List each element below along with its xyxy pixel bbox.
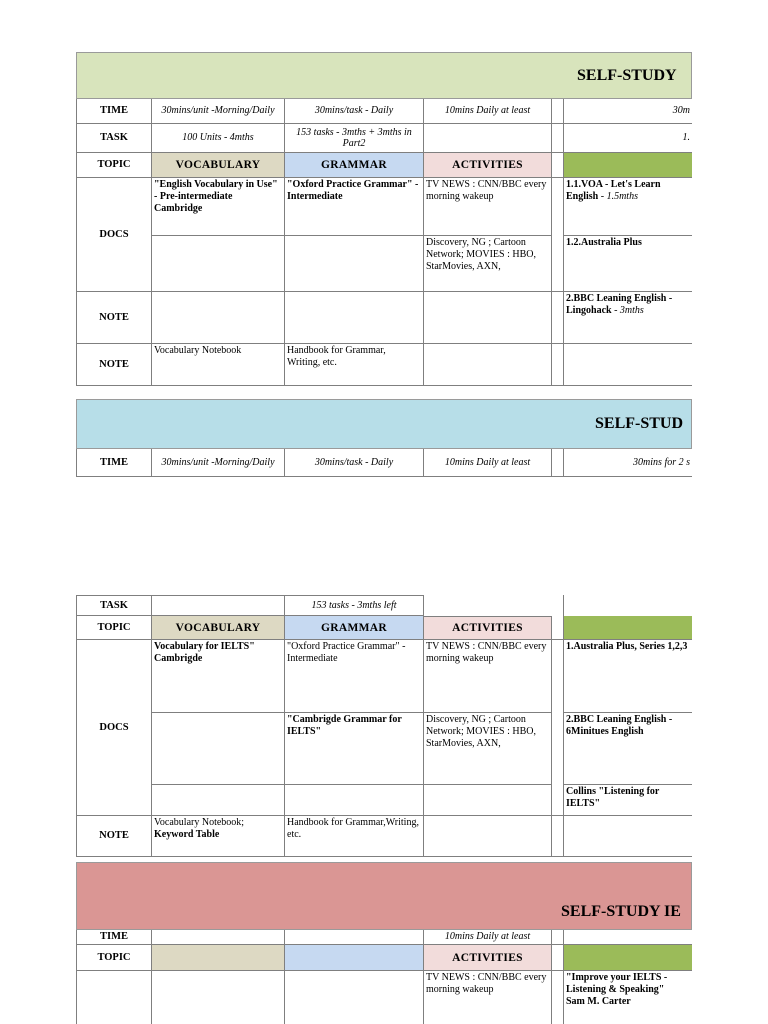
- s2-note-activities: [424, 816, 552, 857]
- docs-listening-1: [564, 178, 692, 236]
- topic-activities: ACTIVITIES: [424, 153, 552, 178]
- section-2-table: [76, 595, 692, 857]
- spacer-cell: [552, 930, 564, 945]
- s3-time-activities: 10mins Daily at least: [424, 930, 552, 945]
- section-1-table: [76, 52, 692, 386]
- s3-topic-vocabulary: [152, 945, 285, 971]
- s3-topic-grammar: [285, 945, 424, 971]
- s2-note-vocabulary-1: Vocabulary Notebook;: [154, 817, 245, 828]
- s2-time-listening: 30mins for 2 s: [564, 449, 692, 477]
- section-2-title-bar: [76, 399, 692, 449]
- note-2-grammar: Handbook for Grammar, Writing, etc.: [285, 344, 424, 386]
- s3-docs-listening-1-author: Sam M. Carter: [566, 996, 631, 1007]
- time-grammar: 30mins/task - Daily: [285, 99, 424, 124]
- s2-time-activities: 10mins Daily at least: [424, 449, 552, 477]
- s2-note-grammar: Handbook for Grammar,Writing, etc.: [285, 816, 424, 857]
- docs-listening-2: 1.2.Australia Plus: [564, 236, 692, 292]
- s2-docs-vocabulary-3: [152, 785, 285, 816]
- s2-topic-listening: [564, 616, 692, 640]
- s2-docs-listening-3: Collins "Listening for IELTS": [564, 785, 692, 816]
- note-grammar: [285, 292, 424, 344]
- s2-time-label: TIME: [76, 449, 152, 477]
- s2-note-vocabulary: [152, 816, 285, 857]
- note-vocabulary: [152, 292, 285, 344]
- s2-docs-activities-1: TV NEWS : CNN/BBC every morning wakeup: [424, 640, 552, 713]
- s3-topic-activities: ACTIVITIES: [424, 945, 552, 971]
- docs-activities-2: Discovery, NG ; Cartoon Network; MOVIES : HBO, StarMovies, AXN,: [424, 236, 552, 292]
- docs-listening-1-duration: - 1.5mths: [598, 191, 638, 202]
- spacer-cell: [552, 292, 564, 344]
- s2-time-vocabulary: 30mins/unit -Morning/Daily: [152, 449, 285, 477]
- time-listening: 30m: [564, 99, 692, 124]
- s3-time-grammar: [285, 930, 424, 945]
- topic-label: TOPIC: [76, 153, 152, 178]
- note-listening-title: 2.BBC Leaning English - Lingohack: [566, 293, 673, 316]
- note-2-listening: [564, 344, 692, 386]
- s3-docs-activities-1: TV NEWS : CNN/BBC every morning wakeup: [424, 971, 552, 1024]
- docs-label: DOCS: [76, 178, 152, 292]
- s2-docs-activities-3: [424, 785, 552, 816]
- task-listening: 1.: [564, 124, 692, 153]
- s2-topic-grammar: GRAMMAR: [285, 616, 424, 640]
- s2-docs-grammar-1: "Oxford Practice Grammar" - Intermediate: [285, 640, 424, 713]
- s2-docs-listening-2: 2.BBC Leaning English - 6Minitues English: [564, 713, 692, 785]
- s3-docs-vocabulary: [152, 971, 285, 1024]
- note-2-activities: [424, 344, 552, 386]
- spacer-cell: [552, 945, 564, 971]
- section-1-title-bar: [76, 52, 692, 99]
- section-1-title: SELF-STUDY: [577, 67, 677, 84]
- note-listening-duration: - 3mths: [611, 305, 644, 316]
- s3-topic-listening: [564, 945, 692, 971]
- section-3-title: SELF-STUDY IE: [561, 903, 681, 920]
- s2-note-vocabulary-2: Keyword Table: [154, 829, 220, 840]
- note-2-vocabulary: Vocabulary Notebook: [152, 344, 285, 386]
- s2-task-vocabulary: [152, 595, 285, 616]
- s2-topic-label: TOPIC: [76, 616, 152, 640]
- spacer-cell: [552, 971, 564, 1024]
- s3-docs-listening-1: [564, 971, 692, 1024]
- spacer-cell: [552, 153, 564, 178]
- docs-vocabulary-2: [152, 236, 285, 292]
- spacer-cell: [552, 640, 564, 816]
- time-label: TIME: [76, 99, 152, 124]
- docs-vocabulary: "English Vocabulary in Use" - Pre-intermediate Cambridge: [152, 178, 285, 236]
- note-listening: [564, 292, 692, 344]
- s2-note-listening: [564, 816, 692, 857]
- time-vocabulary: 30mins/unit -Morning/Daily: [152, 99, 285, 124]
- s2-task-grammar: 153 tasks - 3mths left: [285, 595, 424, 616]
- section-2-header: [76, 399, 692, 477]
- section-2-title: SELF-STUD: [595, 415, 684, 432]
- s2-note-label: NOTE: [76, 816, 152, 857]
- topic-listening: [564, 153, 692, 178]
- spacer-cell: [552, 178, 564, 292]
- task-grammar: 153 tasks - 3mths + 3mths in Part2: [285, 124, 424, 153]
- section-3-table: [76, 862, 692, 1024]
- s3-time-listening: [564, 930, 692, 945]
- note-2-label: NOTE: [76, 344, 152, 386]
- time-activities: 10mins Daily at least: [424, 99, 552, 124]
- spacer-cell: [424, 595, 564, 616]
- topic-vocabulary: VOCABULARY: [152, 153, 285, 178]
- s3-docs-label: [76, 971, 152, 1024]
- s2-docs-listening-1: 1.Australia Plus, Series 1,2,3: [564, 640, 692, 713]
- spacer-cell: [552, 449, 564, 477]
- task-activities: [424, 124, 552, 153]
- task-vocabulary: 100 Units - 4mths: [152, 124, 285, 153]
- note-label: NOTE: [76, 292, 152, 344]
- s2-docs-label: DOCS: [76, 640, 152, 816]
- docs-grammar: "Oxford Practice Grammar" - Intermediate: [285, 178, 424, 236]
- topic-grammar: GRAMMAR: [285, 153, 424, 178]
- note-activities: [424, 292, 552, 344]
- s2-time-grammar: 30mins/task - Daily: [285, 449, 424, 477]
- s2-topic-activities: ACTIVITIES: [424, 616, 552, 640]
- s3-time-vocabulary: [152, 930, 285, 945]
- s3-docs-grammar: [285, 971, 424, 1024]
- s2-docs-grammar-2: "Cambrigde Grammar for IELTS": [285, 713, 424, 785]
- s2-docs-vocabulary: Vocabulary for IELTS" Cambrigde: [152, 640, 285, 713]
- task-label: TASK: [76, 124, 152, 153]
- s2-topic-vocabulary: VOCABULARY: [152, 616, 285, 640]
- s2-docs-grammar-3: [285, 785, 424, 816]
- section-3-title-bar: [76, 862, 692, 930]
- s3-time-label: TIME: [76, 930, 152, 945]
- spacer-cell: [552, 616, 564, 640]
- s2-docs-activities-2: Discovery, NG ; Cartoon Network; MOVIES : HBO, StarMovies, AXN,: [424, 713, 552, 785]
- s2-docs-vocabulary-2: [152, 713, 285, 785]
- s2-task-label: TASK: [76, 595, 152, 616]
- spacer-cell: [552, 124, 564, 153]
- docs-listening-1-title: 1.1.VOA - Let's Learn English: [566, 179, 661, 202]
- spacer-cell: [552, 344, 564, 386]
- docs-activities-1: TV NEWS : CNN/BBC every morning wakeup: [424, 178, 552, 236]
- s3-docs-listening-1-title: "Improve your IELTS - Listening & Speaking": [566, 972, 668, 995]
- docs-grammar-2: [285, 236, 424, 292]
- spacer-cell: [552, 99, 564, 124]
- s3-topic-label: TOPIC: [76, 945, 152, 971]
- spacer-cell: [552, 816, 564, 857]
